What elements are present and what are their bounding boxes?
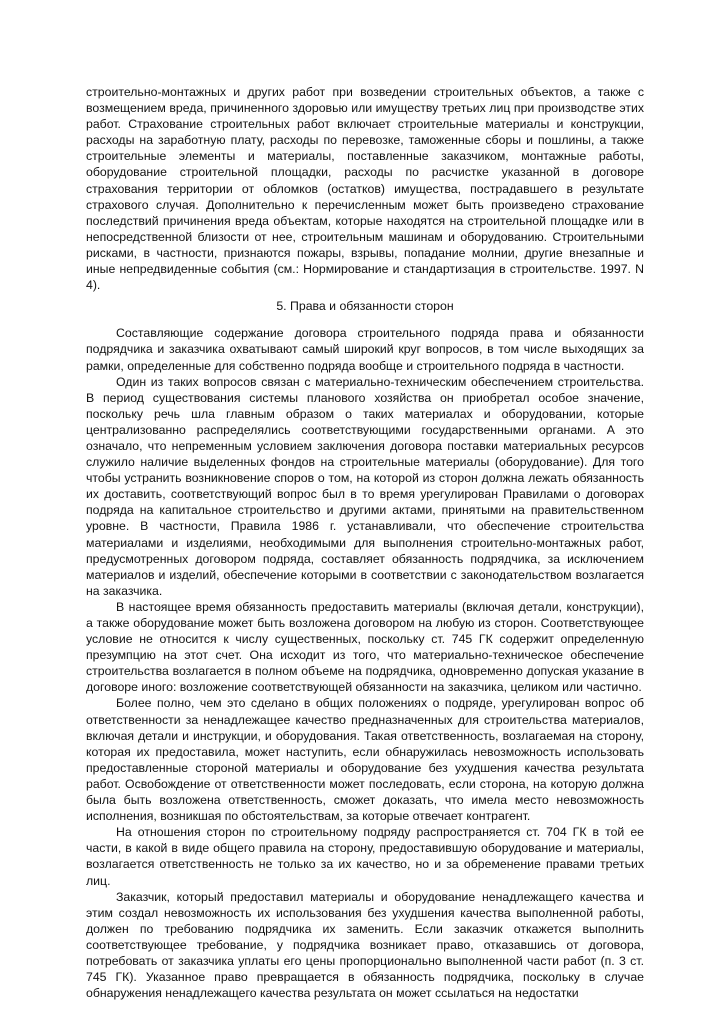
paragraph: На отношения сторон по строительному подряду распространяется ст. 704 ГК в той ее части, в какой в виде общего правила на сторону, предоставившую оборудование и материалы, возлагается ответственность не только за их качество, но и за обременение правами третьих лиц. xyxy=(86,825,644,888)
document-page xyxy=(86,84,644,1001)
section-heading: 5. Права и обязанности сторон xyxy=(276,299,454,314)
paragraph: Заказчик, который предоставил материалы и оборудование ненадлежащего качества и этим создал невозможность их использования без ухудшения качества выполненной работы, должен по требованию подрядчика их заменить. Если заказчик откажется выполнить соответствующее требование, у подрядчика возникает право, отказавшись от договора, потребовать от заказчика уплаты его цены пропорционально выполненной части работ (п. 3 ст. 745 ГК). Указанное право превращается в обязанность подрядчика, поскольку в случае обнаружения ненадлежащего качества результата он может ссылаться на недостатки xyxy=(86,889,644,1001)
paragraph: строительно-монтажных и других работ при возведении строительных объектов, а также с возмещением вреда, причиненного здоровью или имуществу третьих лиц при производстве этих работ. Страхование строительных работ включает строительные материалы и конструкции, расходы на заработную плату, расходы по перевозке, таможенные сборы и пошлины, а также строительные элементы и материалы, поставленные заказчиком, монтажные работы, оборудование строительной площадки, расходы по расчистке указанной в договоре страхования территории от обломков (остатков) имущества, пострадавшего в результате страхового случая. Дополнительно к перечисленным может быть произведено страхование последствий причинения вреда объектам, которые находятся на строительной площадке или в непосредственной близости от нее, строительным машинам и оборудованию. Строительными рисками, в частности, признаются пожары, взрывы, попадание молнии, другие внезапные и иные непредвиденные события (см.: Нормирование и стандартизация в строительстве. 1997. N 4). xyxy=(86,85,644,293)
paragraph: Более полно, чем это сделано в общих положениях о подряде, урегулирован вопрос об ответственности за ненадлежащее качество предназначенных для строительства материалов, включая детали и инструкции, и оборудования. Такая ответственность, возлагаемая на сторону, которая их предоставила, может наступить, если обнаружилась невозможность использовать предоставленные стороной материалы и оборудование без ухудшения качества результата работ. Освобождение от ответственности может последовать, если сторона, на которую должна была быть возложена ответственность, сможет доказать, что имела место невозможность исполнения, возникшая по обстоятельствам, за которые отвечает контрагент. xyxy=(86,696,644,824)
paragraph: Составляющие содержание договора строительного подряда права и обязанности подрядчика и заказчика охватывают самый широкий круг вопросов, в том числе выходящих за рамки, определенные для собственно подряда вообще и строительного подряда в частности. xyxy=(86,326,644,373)
paragraph: Один из таких вопросов связан с материально-техническим обеспечением строительства. В период существования системы планового хозяйства он приобретал особое значение, поскольку речь шла главным образом о таких материалах и оборудовании, которые централизованно распределялись соответствующими государственными органами. А это означало, что непременным условием заключения договора поставки материальных ресурсов служило наличие выделенных фондов на строительные материалы (оборудование). Для того чтобы устранить возникновение споров о том, на которой из сторон должна лежать обязанность их доставить, соответствующий вопрос был в то время урегулирован Правилами о договорах подряда на капитальное строительство и другими актами, принятыми на правительственном уровне. В частности, Правила 1986 г. устанавливали, что обеспечение строительства материалами и изделиями, необходимыми для выполнения строительно-монтажных работ, предусмотренных договором подряда, составляет обязанность подрядчика, за исключением материалов и изделий, обеспечение которыми в соответствии с законодательством возлагается на заказчика. xyxy=(86,374,644,598)
paragraph: В настоящее время обязанность предоставить материалы (включая детали, конструкции), а также оборудование может быть возложена договором на любую из сторон. Соответствующее условие не относится к числу существенных, поскольку ст. 745 ГК содержит определенную презумпцию на этот счет. Она исходит из того, что материально-техническое обеспечение строительства возлагается в полном объеме на подрядчика, одновременно допуская указание в договоре иного: возложение соответствующей обязанности на заказчика, целиком или частично. xyxy=(86,599,644,695)
